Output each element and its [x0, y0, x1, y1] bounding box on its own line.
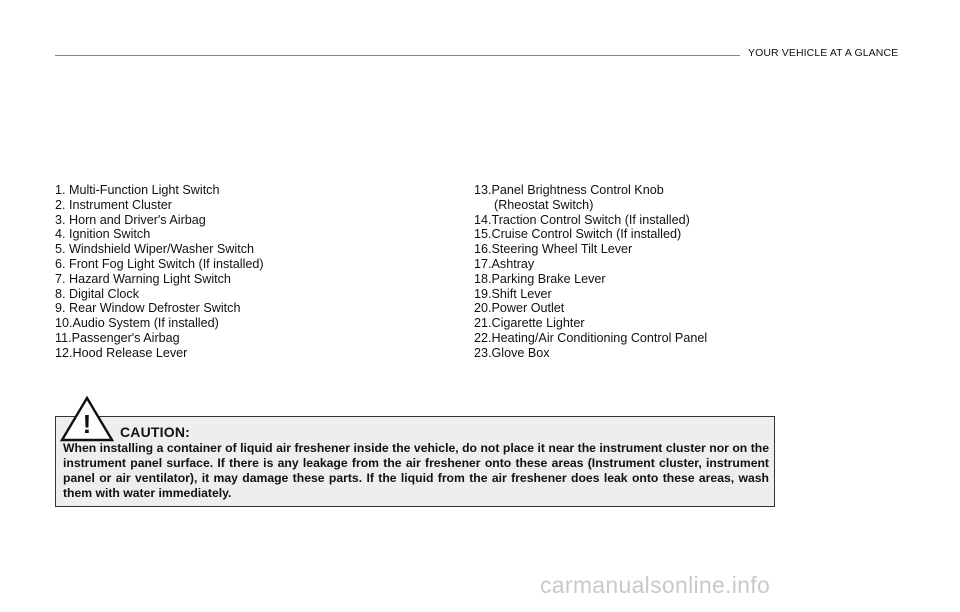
watermark: carmanualsonline.info	[540, 572, 771, 598]
list-item: 9. Rear Window Defroster Switch	[55, 301, 241, 316]
list-item: 21.Cigarette Lighter	[474, 316, 585, 331]
components-list-right	[474, 183, 794, 361]
list-item: 1. Multi-Function Light Switch	[55, 183, 220, 197]
list-item: 8. Digital Clock	[55, 286, 139, 301]
list-item: 2. Instrument Cluster	[55, 197, 172, 212]
list-item: 10.Audio System (If installed)	[55, 316, 219, 331]
list-item	[474, 183, 794, 213]
list-item: 18.Parking Brake Lever	[474, 271, 606, 286]
list-item: 19.Shift Lever	[474, 286, 552, 301]
list-item: 7. Hazard Warning Light Switch	[55, 271, 231, 286]
list-item: 20.Power Outlet	[474, 301, 565, 316]
list-item-label: 13.Panel Brightness Control Knob	[474, 183, 664, 197]
list-item: 15.Cruise Control Switch (If installed)	[474, 227, 682, 242]
list-item: 16.Steering Wheel Tilt Lever	[474, 242, 633, 257]
list-item: 14.Traction Control Switch (If installed)	[474, 212, 690, 227]
list-item: 4. Ignition Switch	[55, 227, 151, 242]
list-item: 11.Passenger's Airbag	[55, 330, 180, 345]
caution-title: CAUTION:	[120, 424, 191, 440]
warning-triangle-icon	[60, 396, 114, 442]
list-item: 22.Heating/Air Conditioning Control Panel	[474, 330, 708, 345]
list-item: 6. Front Fog Light Switch (If installed)	[55, 256, 264, 271]
header-rule	[55, 55, 740, 56]
list-item: 17.Ashtray	[474, 256, 535, 271]
list-item: 12.Hood Release Lever	[55, 345, 188, 360]
warning-symbol: !	[82, 409, 92, 439]
list-item: 23.Glove Box	[474, 345, 550, 360]
components-list-left	[55, 183, 455, 361]
list-item: 5. Windshield Wiper/Washer Switch	[55, 242, 254, 257]
list-item-sublabel: (Rheostat Switch)	[494, 197, 594, 212]
section-title: YOUR VEHICLE AT A GLANCE	[748, 47, 899, 59]
caution-text: When installing a container of liquid air freshener inside the vehicle, do not place it near the instrument cluster nor on the instrument panel surface. If there is any leakage from the air freshener onto these areas (Instrument cluster, instrument panel or air ventilator), it may damage these parts. If the liquid from the air freshener does leak onto these areas, wash them with water immediately.	[63, 441, 769, 500]
list-item: 3. Horn and Driver's Airbag	[55, 212, 206, 227]
